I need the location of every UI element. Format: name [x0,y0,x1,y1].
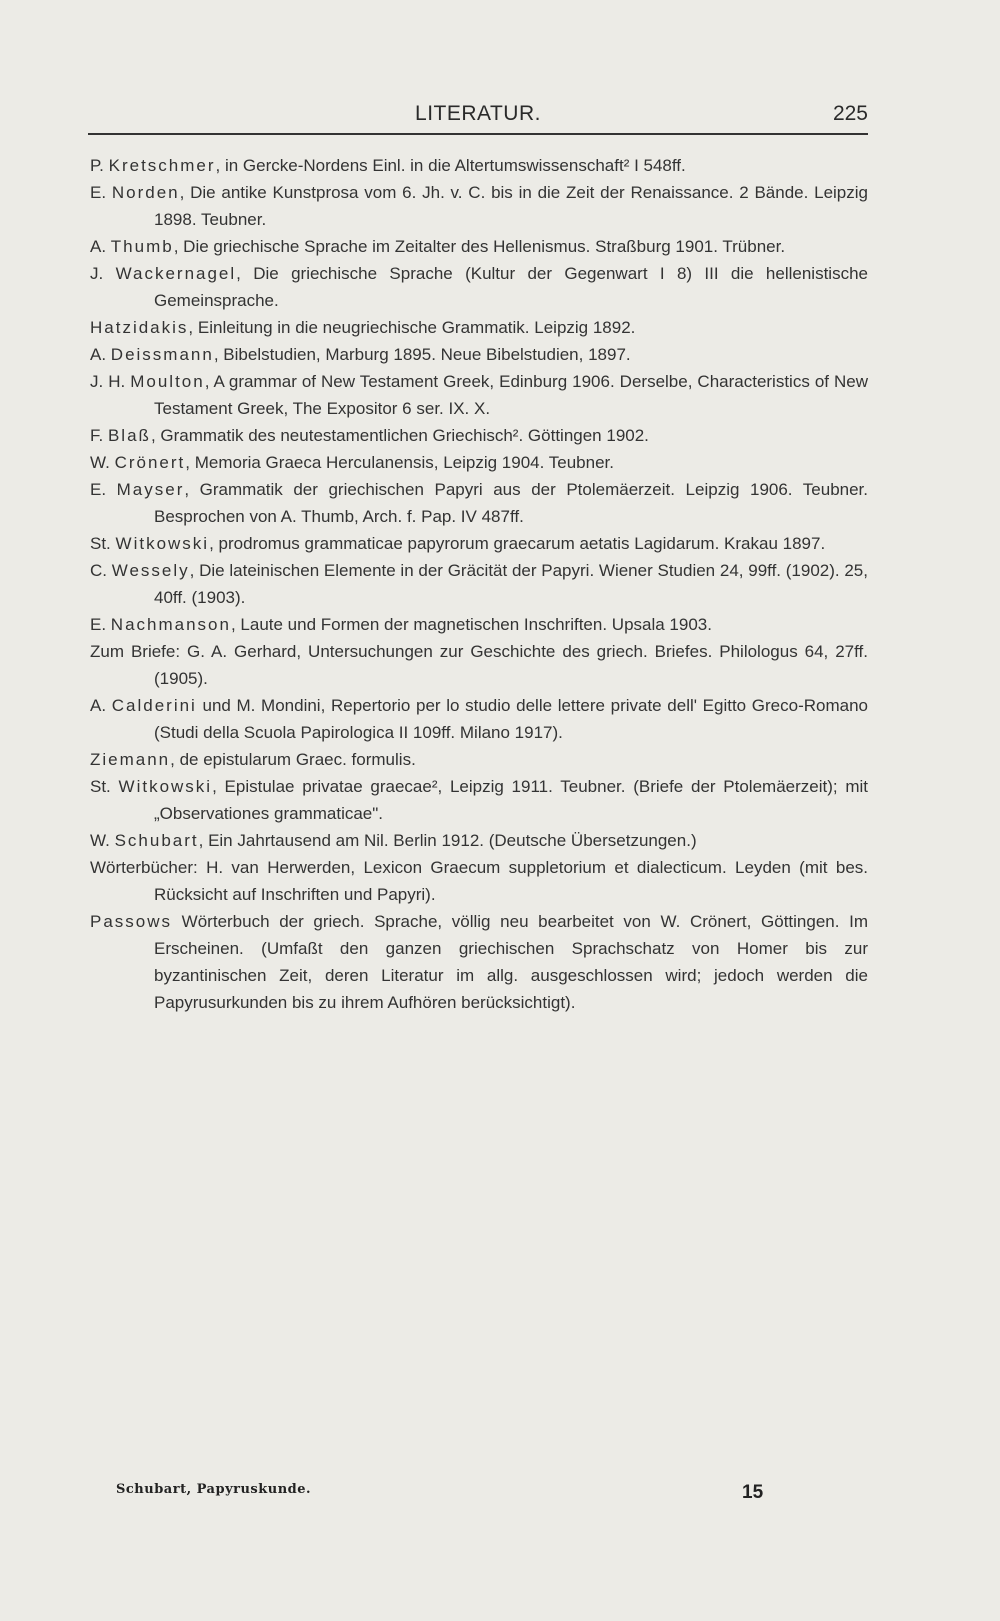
entry-text: , Die antike Kunstprosa vom 6. Jh. v. C. bis in die Zeit der Renaissance. 2 Bände. Leipzig 1898. Teubner. [154,183,868,229]
entry-author: Schubart [114,831,199,850]
entry-text: Wörterbücher: H. van Herwerden, Lexicon Graecum suppletorium et dialecticum. Leyden (mit bes. Rücksicht auf Inschriften und Papyri). [90,858,868,904]
entry-author: Norden [111,183,180,202]
page-title: LITERATUR. [415,102,541,125]
bibliography-entry: F. Blaß, Grammatik des neutestamentlichen Griechisch². Göttingen 1902. [90,426,649,445]
entry-author: Moulton [130,372,205,391]
entry-text: , in Gercke-Nordens Einl. in die Altertumswissenschaft² I 548ff. [215,156,686,175]
entry-text: , A grammar of New Testament Greek, Edinburg 1906. Derselbe, Characteristics of New Testament Greek, The Expositor 6 ser. IX. X. [154,372,868,418]
bibliography-entry: C. Wessely, Die lateinischen Elemente in der Gräcität der Papyri. Wiener Studien 24, 99ff. (1902). 25, 40ff. (1903). [90,561,868,607]
bibliography-entry: A. Calderini und M. Mondini, Repertorio per lo studio delle lettere private dell' Egitto Greco-Romano (Studi della Scuola Papirologica II 109ff. Milano 1917). [90,696,868,742]
entry-author: Hatzidakis [90,318,189,337]
bibliography-entry: St. Witkowski, Epistulae privatae graecae², Leipzig 1911. Teubner. (Briefe der Ptolemäerzeit); mit „Observationes grammaticae". [90,777,868,823]
bibliography-entry: W. Crönert, Memoria Graeca Herculanensis, Leipzig 1904. Teubner. [90,453,614,472]
entry-text: , prodromus grammaticae papyrorum graecarum aetatis Lagidarum. Krakau 1897. [209,534,826,553]
entry-text: , Die griechische Sprache (Kultur der Gegenwart I 8) III die hellenistische Gemeinsprache. [154,264,868,310]
signature-mark: Schubart, Papyruskunde. [116,1482,312,1497]
page-number: 225 [832,102,868,125]
entry-text: , Grammatik des neutestamentlichen Griechisch². Göttingen 1902. [150,426,649,445]
entry-author: Mayser [116,480,185,499]
entry-text: , Bibelstudien, Marburg 1895. Neue Bibelstudien, 1897. [213,345,631,364]
bibliography-entry: J. H. Moulton, A grammar of New Testament Greek, Edinburg 1906. Derselbe, Characteristics of New Testament Greek, The Expositor 6 ser. IX. X. [90,372,868,418]
bibliography-entry: A. Thumb, Die griechische Sprache im Zeitalter des Hellenismus. Straßburg 1901. Trübner. [90,237,786,256]
entry-text: , Die griechische Sprache im Zeitalter des Hellenismus. Straßburg 1901. Trübner. [173,237,786,256]
bibliography-entry: A. Deissmann, Bibelstudien, Marburg 1895. Neue Bibelstudien, 1897. [90,345,631,364]
entry-author: Crönert [114,453,186,472]
entry-text: , Laute und Formen der magnetischen Inschriften. Upsala 1903. [230,615,712,634]
bibliography-entry: E. Mayser, Grammatik der griechischen Papyri aus der Ptolemäerzeit. Leipzig 1906. Teubner. Besprochen von A. Thumb, Arch. f. Pap. IV 487ff. [90,480,869,526]
entry-text: , de epistularum Graec. formulis. [170,750,416,769]
entry-author: Wackernagel [115,264,237,283]
entry-author: Kretschmer [108,156,216,175]
entry-author: Ziemann [90,750,171,769]
entry-author: Thumb [110,237,174,256]
entry-author: Passows [90,912,173,931]
bibliography-entry: E. Norden, Die antike Kunstprosa vom 6. Jh. v. C. bis in die Zeit der Renaissance. 2 Bände. Leipzig 1898. Teubner. [90,183,868,229]
bibliography-entry [90,908,868,1016]
sheet-number: 15 [742,1482,764,1503]
bibliography-entry: P. Kretschmer, in Gercke-Nordens Einl. in die Altertumswissenschaft² I 548ff. [90,156,686,175]
entry-text: Wörterbuch der griech. Sprache, völlig neu bearbeitet von W. Crönert, Göttingen. Im Erscheinen. (Umfaßt den ganzen griechischen Sprachschatz von Homer bis zur byzantinischen Zeit, deren Literatur im allg. ausgeschlossen wird; jedoch werden die Papyrusurkunden bis zu ihrem Aufhören berücksichtigt). [154,912,868,1012]
bibliography-entry: E. Nachmanson, Laute und Formen der magnetischen Inschriften. Upsala 1903. [90,615,712,634]
entry-author: Witkowski [118,777,213,796]
bibliography-list [90,152,868,1016]
entry-author: Witkowski [115,534,210,553]
bibliography-entry [90,314,868,341]
bibliography-entry [90,638,868,692]
entry-text: , Epistulae privatae graecae², Leipzig 1911. Teubner. (Briefe der Ptolemäerzeit); mit „Observationes grammaticae". [154,777,868,823]
entry-text: und M. Mondini, Repertorio per lo studio delle lettere private dell' Egitto Greco-Romano (Studi della Scuola Papirologica II 109ff. Milano 1917). [154,696,868,742]
bibliography-entry: J. Wackernagel, Die griechische Sprache (Kultur der Gegenwart I 8) III die hellenistische Gemeinsprache. [90,264,868,310]
bibliography-entry [90,854,868,908]
bibliography-entry: St. Witkowski, prodromus grammaticae papyrorum graecarum aetatis Lagidarum. Krakau 1897. [90,534,826,553]
entry-text: , Die lateinischen Elemente in der Gräcität der Papyri. Wiener Studien 24, 99ff. (1902). 25, 40ff. (1903). [154,561,868,607]
entry-author: Nachmanson [110,615,231,634]
entry-author: Calderini [111,696,197,715]
entry-text: , Einleitung in die neugriechische Grammatik. Leipzig 1892. [188,318,636,337]
bibliography-entry: W. Schubart, Ein Jahrtausend am Nil. Berlin 1912. (Deutsche Übersetzungen.) [90,831,697,850]
entry-author: Blaß [107,426,151,445]
entry-text: , Grammatik der griechischen Papyri aus der Ptolemäerzeit. Leipzig 1906. Teubner. Besprochen von A. Thumb, Arch. f. Pap. IV 487ff. [154,480,869,526]
header-rule [88,133,868,135]
bibliography-entry [90,746,868,773]
running-header [88,100,868,132]
entry-author: Deissmann [110,345,214,364]
entry-text: , Ein Jahrtausend am Nil. Berlin 1912. (Deutsche Übersetzungen.) [198,831,697,850]
entry-author: Wessely [111,561,190,580]
entry-text: , Memoria Graeca Herculanensis, Leipzig 1904. Teubner. [185,453,614,472]
entry-text: Zum Briefe: G. A. Gerhard, Untersuchungen zur Geschichte des griech. Briefes. Philologus 64, 27ff. (1905). [90,642,868,688]
